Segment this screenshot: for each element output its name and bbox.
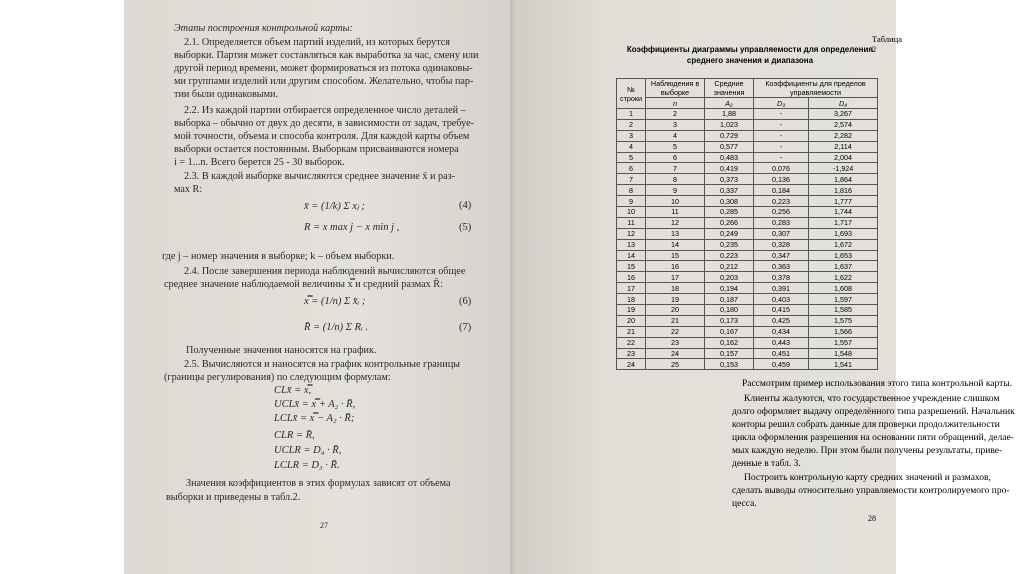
- table-cell: 5: [646, 141, 705, 152]
- header-row-no: № строки: [617, 79, 646, 109]
- table-cell: 0,337: [705, 185, 754, 196]
- table-cell: 0,162: [705, 337, 754, 348]
- table-cell: 8: [646, 174, 705, 185]
- table-cell: 16: [617, 272, 646, 283]
- table-cell: 7: [617, 174, 646, 185]
- table-cell: 1,585: [809, 305, 878, 316]
- table-row: [617, 152, 878, 163]
- table-cell: 0,187: [705, 294, 754, 305]
- header-means: Средние значения: [705, 79, 754, 98]
- table-cell: 0,223: [705, 250, 754, 261]
- table-cell: 20: [617, 315, 646, 326]
- table-cell: 0,256: [754, 207, 809, 218]
- text-line: мой точности, объема и способа контроля. Для каждой карты объем: [174, 131, 470, 142]
- text-line: денные в табл. 3.: [732, 459, 801, 469]
- table-row: [617, 348, 878, 359]
- table-cell: 1,622: [809, 272, 878, 283]
- table-row: [617, 185, 878, 196]
- table-row: [617, 239, 878, 250]
- table-cell: 0,363: [754, 261, 809, 272]
- table-cell: 3: [617, 130, 646, 141]
- text-line: долго оформляет выдачу определённого типа разрешений. Начальник: [732, 407, 1015, 417]
- table-cell: 12: [617, 228, 646, 239]
- table-cell: 0,076: [754, 163, 809, 174]
- table-cell: 8: [617, 185, 646, 196]
- table-cell: 4: [646, 130, 705, 141]
- formula-mean-range: R̄ = (1/n) Σ Rᵢ .: [304, 322, 368, 333]
- table-row: [617, 109, 878, 120]
- table-cell: 1,637: [809, 261, 878, 272]
- table-cell: 1,608: [809, 283, 878, 294]
- table-row: [617, 119, 878, 130]
- table-row: [617, 141, 878, 152]
- table-cell: 16: [646, 261, 705, 272]
- table-cell: 0,451: [754, 348, 809, 359]
- table-cell: 0,184: [754, 185, 809, 196]
- table-row: [617, 228, 878, 239]
- equation-number: (4): [459, 200, 472, 211]
- table-cell: 1,864: [809, 174, 878, 185]
- table-cell: 1,672: [809, 239, 878, 250]
- table-label: Таблица 2: [872, 34, 902, 54]
- text-line: 2.3. В каждой выборке вычисляются среднее значение x̄ и раз-: [184, 171, 456, 182]
- table-cell: 1,88: [705, 109, 754, 120]
- table-cell: 0,194: [705, 283, 754, 294]
- table-row: [617, 326, 878, 337]
- text-line: 2.2. Из каждой партии отбирается определенное число деталей –: [184, 105, 466, 116]
- table-cell: -: [754, 130, 809, 141]
- text-line: среднее значение наблюдаемой величины x̿ и средний размах R̄:: [164, 279, 443, 290]
- table-row: [617, 294, 878, 305]
- table-cell: 0,153: [705, 359, 754, 370]
- text-line: мах R:: [174, 184, 203, 195]
- table-cell: 1,717: [809, 217, 878, 228]
- table-cell: 1,023: [705, 119, 754, 130]
- text-line: тии были одинаковыми.: [174, 89, 279, 100]
- table-cell: 21: [646, 315, 705, 326]
- table-title: Коэффициенты диаграммы управляемости для определения: [626, 45, 874, 54]
- table-cell: 1,575: [809, 315, 878, 326]
- text-line: Полученные значения наносятся на график.: [186, 345, 377, 356]
- text-line: выборки остается постоянным. Выборкам присваиваются номера: [174, 144, 459, 155]
- text-line: Клиенты жалуются, что государственное учреждение слишком: [744, 394, 1000, 404]
- table-cell: -: [754, 141, 809, 152]
- text-line: мых каждую неделю. При этом были получены результаты, приве-: [732, 446, 1003, 456]
- table-cell: 25: [646, 359, 705, 370]
- table-cell: 0,180: [705, 305, 754, 316]
- text-line: Построить контрольную карту средних значений и размахов,: [744, 473, 991, 483]
- table-row: [617, 272, 878, 283]
- table-cell: 2: [646, 109, 705, 120]
- formula-mean: x̄ = (1/k) Σ xⱼ ;: [304, 201, 365, 212]
- table-cell: 2,004: [809, 152, 878, 163]
- table-cell: 10: [617, 207, 646, 218]
- table-cell: 24: [617, 359, 646, 370]
- table-cell: 19: [617, 305, 646, 316]
- text-line: конторы решил собрать данные для проверки продолжительности: [732, 420, 1000, 430]
- table-row: [617, 196, 878, 207]
- control-limit-formula: UCLR = D₄ · R̄,: [274, 445, 342, 456]
- equation-number: (5): [459, 222, 472, 233]
- table-cell: 0,425: [754, 315, 809, 326]
- table-row: [617, 217, 878, 228]
- table-cell: -: [754, 109, 809, 120]
- table-row: [617, 337, 878, 348]
- table-cell: 21: [617, 326, 646, 337]
- table-cell: 3: [646, 119, 705, 130]
- table-cell: 22: [617, 337, 646, 348]
- table-cell: 3,267: [809, 109, 878, 120]
- page-number: 28: [868, 514, 876, 523]
- table-cell: 0,391: [754, 283, 809, 294]
- text-line: 2.4. После завершения периода наблюдений вычисляются общее: [184, 266, 466, 277]
- header-d3-symbol: D₃: [754, 98, 809, 109]
- table-cell: 1,653: [809, 250, 878, 261]
- text-line: выборка – обычно от двух до десяти, в зависимости от задач, требуе-: [174, 118, 474, 129]
- header-a2-symbol: A₂: [705, 98, 754, 109]
- text-line: ми группами изделий или другим способом. Желательно, чтобы пар-: [174, 76, 474, 87]
- table-row: [617, 359, 878, 370]
- table-cell: 7: [646, 163, 705, 174]
- table-cell: 23: [646, 337, 705, 348]
- table-row: [617, 305, 878, 316]
- table-cell: 14: [646, 239, 705, 250]
- table-cell: 6: [646, 152, 705, 163]
- table-cell: 0,136: [754, 174, 809, 185]
- table-cell: -1,924: [809, 163, 878, 174]
- book-spread: [124, 0, 1015, 574]
- table-cell: 2: [617, 119, 646, 130]
- table-cell: 1,597: [809, 294, 878, 305]
- table-subtitle: среднего значения и диапазона: [686, 56, 814, 65]
- text-line: i = 1...n. Всего берется 25 - 30 выборок.: [174, 157, 345, 168]
- table-cell: 22: [646, 326, 705, 337]
- table-cell: 19: [646, 294, 705, 305]
- table-row: [617, 174, 878, 185]
- text-line: цесса.: [732, 499, 757, 509]
- table-cell: 2,574: [809, 119, 878, 130]
- table-cell: 14: [617, 250, 646, 261]
- table-cell: 1,541: [809, 359, 878, 370]
- equation-number: (6): [459, 296, 472, 307]
- table-row: [617, 130, 878, 141]
- table-cell: 9: [617, 196, 646, 207]
- table-row: [617, 283, 878, 294]
- table-cell: 0,285: [705, 207, 754, 218]
- control-limit-formula: CLx̄ = x̿,: [274, 385, 312, 396]
- control-limit-formula: UCLx̄ = x̿ + A₂ · R̄,: [274, 399, 356, 410]
- table-cell: 13: [646, 228, 705, 239]
- text-line: другой период времени, может формироваться из потока одинаковы-: [174, 63, 473, 74]
- left-page: [124, 0, 514, 574]
- table-cell: 1,548: [809, 348, 878, 359]
- table-cell: 24: [646, 348, 705, 359]
- table-cell: 2,114: [809, 141, 878, 152]
- table-cell: 18: [646, 283, 705, 294]
- table-cell: 13: [617, 239, 646, 250]
- table-cell: 0,373: [705, 174, 754, 185]
- table-cell: 17: [617, 283, 646, 294]
- table-cell: 1: [617, 109, 646, 120]
- stages-heading: Этапы построения контрольной карты:: [174, 23, 353, 34]
- table-cell: 0,403: [754, 294, 809, 305]
- table-cell: 0,212: [705, 261, 754, 272]
- text-line: Рассмотрим пример использования этого типа контрольной карты.: [742, 379, 1013, 389]
- table-row: [617, 207, 878, 218]
- table-cell: 0,307: [754, 228, 809, 239]
- table-cell: 0,415: [754, 305, 809, 316]
- table-cell: 17: [646, 272, 705, 283]
- table-cell: 11: [646, 207, 705, 218]
- table-cell: 2,282: [809, 130, 878, 141]
- page-number: 27: [320, 521, 328, 530]
- formula-grand-mean: x̿ = (1/n) Σ x̄ᵢ ;: [304, 296, 366, 307]
- table-cell: 20: [646, 305, 705, 316]
- table-cell: -: [754, 119, 809, 130]
- header-d4-symbol: D₄: [809, 98, 878, 109]
- table-cell: 0,577: [705, 141, 754, 152]
- header-coefficients: Коэффициенты для пределов управляемости: [754, 79, 878, 98]
- text-line: где j – номер значения в выборке; k – объем выборки.: [162, 251, 395, 262]
- table-cell: 0,223: [754, 196, 809, 207]
- text-line: 2.5. Вычисляются и наносятся на график контрольные границы: [184, 359, 461, 370]
- table-row: [617, 250, 878, 261]
- table-cell: 15: [617, 261, 646, 272]
- header-n-symbol: n: [646, 98, 705, 109]
- table-cell: 0,308: [705, 196, 754, 207]
- table-row: [617, 163, 878, 174]
- table-cell: 6: [617, 163, 646, 174]
- table-cell: 1,557: [809, 337, 878, 348]
- table-cell: 11: [617, 217, 646, 228]
- table-cell: 12: [646, 217, 705, 228]
- table-cell: 0,203: [705, 272, 754, 283]
- formula-range: R = x max j − x min j ,: [304, 222, 400, 233]
- table-cell: 0,443: [754, 337, 809, 348]
- table-row: [617, 315, 878, 326]
- coefficients-table: [616, 78, 878, 370]
- table-cell: 10: [646, 196, 705, 207]
- text-line: цикла оформления разрешения на основании пяти обращений, делае-: [732, 433, 1014, 443]
- table-cell: 1,777: [809, 196, 878, 207]
- table-cell: 0,173: [705, 315, 754, 326]
- text-line: выборки и приведены в табл.2.: [166, 492, 301, 503]
- table-cell: 5: [617, 152, 646, 163]
- equation-number: (7): [459, 322, 472, 333]
- table-cell: 4: [617, 141, 646, 152]
- table-cell: 0,729: [705, 130, 754, 141]
- table-cell: -: [754, 152, 809, 163]
- table-cell: 9: [646, 185, 705, 196]
- table-cell: 0,434: [754, 326, 809, 337]
- table-cell: 0,283: [754, 217, 809, 228]
- table-cell: 18: [617, 294, 646, 305]
- text-line: (границы регулирования) по следующим формулам:: [164, 372, 391, 383]
- text-line: выборки. Партия может составляться как выработка за час, смену или: [174, 50, 479, 61]
- control-limit-formula: LCLR = D₃ · R̄.: [274, 460, 340, 471]
- table-cell: 0,266: [705, 217, 754, 228]
- table-cell: 0,167: [705, 326, 754, 337]
- table-cell: 1,816: [809, 185, 878, 196]
- table-cell: 0,157: [705, 348, 754, 359]
- table-cell: 1,566: [809, 326, 878, 337]
- control-limit-formula: LCLx̄ = x̿ − A₂ · R̄;: [274, 413, 355, 424]
- table-cell: 1,744: [809, 207, 878, 218]
- table-cell: 15: [646, 250, 705, 261]
- text-line: сделать выводы относительно управляемости контролируемого про-: [732, 486, 1010, 496]
- table-body: [617, 109, 878, 370]
- header-observations: Наблюдения в выборке: [646, 79, 705, 98]
- table-cell: 0,419: [705, 163, 754, 174]
- table-cell: 23: [617, 348, 646, 359]
- control-limit-formula: CLR = R̄,: [274, 430, 315, 441]
- table-cell: 0,459: [754, 359, 809, 370]
- table-cell: 0,483: [705, 152, 754, 163]
- table-cell: 1,693: [809, 228, 878, 239]
- table-cell: 0,249: [705, 228, 754, 239]
- text-line: 2.1. Определяется объем партий изделий, из которых берутся: [184, 37, 450, 48]
- table-cell: 0,378: [754, 272, 809, 283]
- table-cell: 0,328: [754, 239, 809, 250]
- text-line: Значения коэффициентов в этих формулах зависят от объема: [186, 478, 451, 489]
- table-cell: 0,235: [705, 239, 754, 250]
- table-row: [617, 261, 878, 272]
- table-cell: 0,347: [754, 250, 809, 261]
